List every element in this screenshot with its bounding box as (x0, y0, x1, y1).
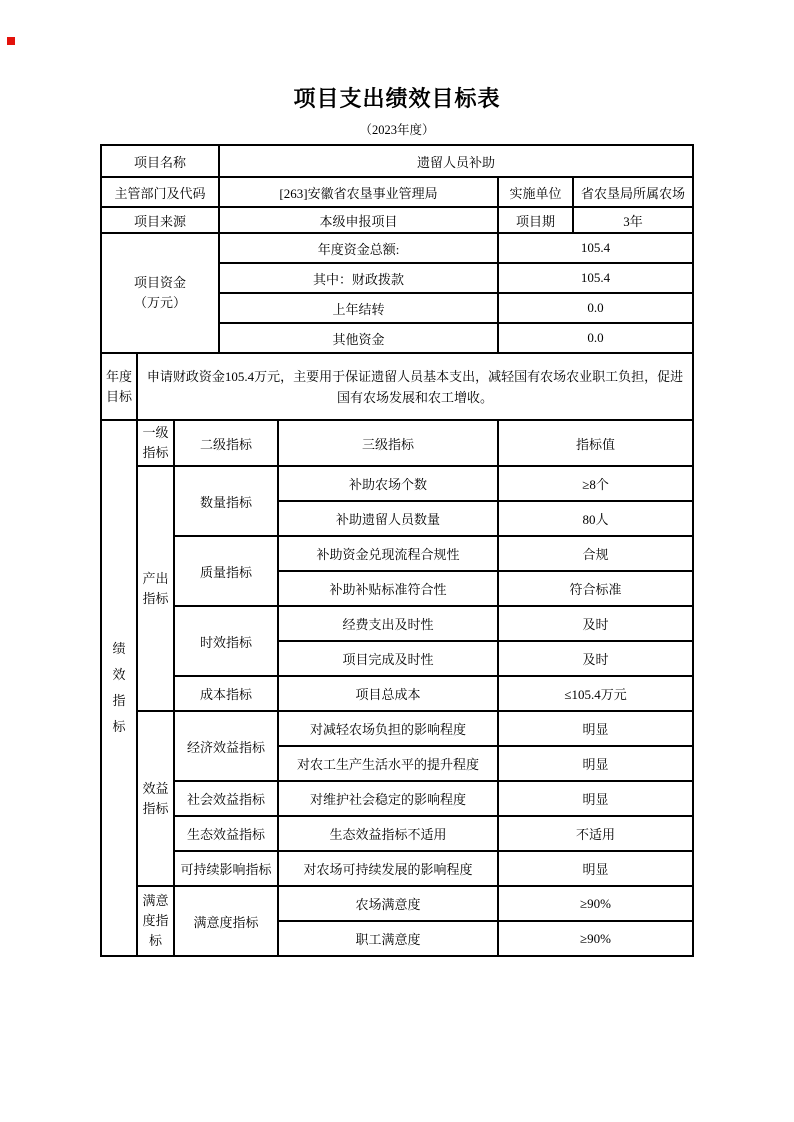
funding-row-name: 其他资金 (219, 323, 498, 353)
secondary-quantity: 数量指标 (174, 466, 278, 536)
annual-goal-label: 年度目标 (101, 353, 137, 420)
row-funding-total (101, 233, 693, 263)
indicator-value-cell: 及时 (498, 606, 693, 641)
department-label: 主管部门及代码 (101, 177, 219, 207)
indicator-name-cell: 对维护社会稳定的影响程度 (278, 781, 498, 816)
indicator-value-cell: 80人 (498, 501, 693, 536)
indicator-name-cell: 生态效益指标不适用 (278, 816, 498, 851)
performance-target-table (100, 144, 694, 957)
indicator-value-cell: 明显 (498, 781, 693, 816)
red-annotation-marker-icon (7, 37, 15, 45)
indicator-name-cell: 职工满意度 (278, 921, 498, 956)
group-satisfaction: 满意度指标 (137, 886, 174, 956)
indicator-value-cell: 及时 (498, 641, 693, 676)
funding-label-line1: 项目资金 (133, 275, 186, 290)
indicator-name-cell: 经费支出及时性 (278, 606, 498, 641)
funding-row-value: 0.0 (498, 323, 693, 353)
period-label: 项目期 (498, 207, 573, 233)
perf-side-label (101, 420, 137, 956)
row-indicator-header (101, 420, 693, 466)
unit-label: 实施单位 (498, 177, 573, 207)
page-title: 项目支出绩效目标表 (293, 86, 501, 111)
secondary-satisfaction: 满意度指标 (174, 886, 278, 956)
funding-row-value: 0.0 (498, 293, 693, 323)
indicator-row (101, 606, 693, 641)
indicator-row (101, 886, 693, 921)
period-value: 3年 (573, 207, 693, 233)
funding-row-value: 105.4 (498, 233, 693, 263)
project-name-label: 项目名称 (101, 145, 219, 177)
header-level3: 三级指标 (278, 420, 498, 466)
secondary-economic: 经济效益指标 (174, 711, 278, 781)
header-level1: 一级指标 (137, 420, 174, 466)
header-level2: 二级指标 (174, 420, 278, 466)
row-annual-goal (101, 353, 693, 420)
row-source (101, 207, 693, 233)
funding-row-name: 年度资金总额: (219, 233, 498, 263)
unit-value: 省农垦局所属农场 (573, 177, 693, 207)
source-label: 项目来源 (101, 207, 219, 233)
row-department (101, 177, 693, 207)
secondary-timeliness: 时效指标 (174, 606, 278, 676)
secondary-sustain: 可持续影响指标 (174, 851, 278, 886)
indicator-name-cell: 补助农场个数 (278, 466, 498, 501)
group-output: 产出指标 (137, 466, 174, 711)
indicator-row (101, 711, 693, 746)
perf-side-label-text: 绩效指标 (112, 641, 126, 734)
group-benefit: 效益指标 (137, 711, 174, 886)
department-value: [263]安徽省农垦事业管理局 (219, 177, 498, 207)
indicator-name-cell: 项目总成本 (278, 676, 498, 711)
row-project-name (101, 145, 693, 177)
funding-label (101, 233, 219, 353)
funding-row-name: 上年结转 (219, 293, 498, 323)
indicator-value-cell: 明显 (498, 851, 693, 886)
indicator-row (101, 781, 693, 816)
secondary-cost: 成本指标 (174, 676, 278, 711)
indicator-value-cell: 明显 (498, 746, 693, 781)
header-value: 指标值 (498, 420, 693, 466)
indicator-value-cell: 合规 (498, 536, 693, 571)
source-value: 本级申报项目 (219, 207, 498, 233)
indicator-value-cell: 符合标准 (498, 571, 693, 606)
indicator-row (101, 466, 693, 501)
indicator-name-cell: 对农工生产生活水平的提升程度 (278, 746, 498, 781)
funding-label-line2: （万元） (133, 295, 186, 310)
indicator-name-cell: 项目完成及时性 (278, 641, 498, 676)
indicator-value-cell: ≥90% (498, 921, 693, 956)
indicator-name-cell: 对减轻农场负担的影响程度 (278, 711, 498, 746)
indicator-name-cell: 对农场可持续发展的影响程度 (278, 851, 498, 886)
indicator-name-cell: 补助遗留人员数量 (278, 501, 498, 536)
indicator-value-cell: 明显 (498, 711, 693, 746)
indicator-value-cell: ≥8个 (498, 466, 693, 501)
indicator-row (101, 851, 693, 886)
indicator-name-cell: 补助资金兑现流程合规性 (278, 536, 498, 571)
indicator-name-cell: 补助补贴标准符合性 (278, 571, 498, 606)
funding-row-value: 105.4 (498, 263, 693, 293)
indicator-row (101, 676, 693, 711)
indicator-value-cell: ≥90% (498, 886, 693, 921)
indicator-name-cell: 农场满意度 (278, 886, 498, 921)
indicator-row (101, 536, 693, 571)
project-name-value: 遗留人员补助 (219, 145, 693, 177)
page-subtitle: （2023年度） (359, 123, 435, 137)
indicator-row (101, 816, 693, 851)
secondary-quality: 质量指标 (174, 536, 278, 606)
indicator-value-cell: 不适用 (498, 816, 693, 851)
funding-row-name: 其中：财政拨款 (219, 263, 498, 293)
annual-goal-text: 申请财政资金105.4万元，主要用于保证遗留人员基本支出，减轻国有农场农业职工负担，促进国有农场发展和农工增收。 (137, 353, 693, 420)
indicator-value-cell: ≤105.4万元 (498, 676, 693, 711)
secondary-ecological: 生态效益指标 (174, 816, 278, 851)
secondary-social: 社会效益指标 (174, 781, 278, 816)
